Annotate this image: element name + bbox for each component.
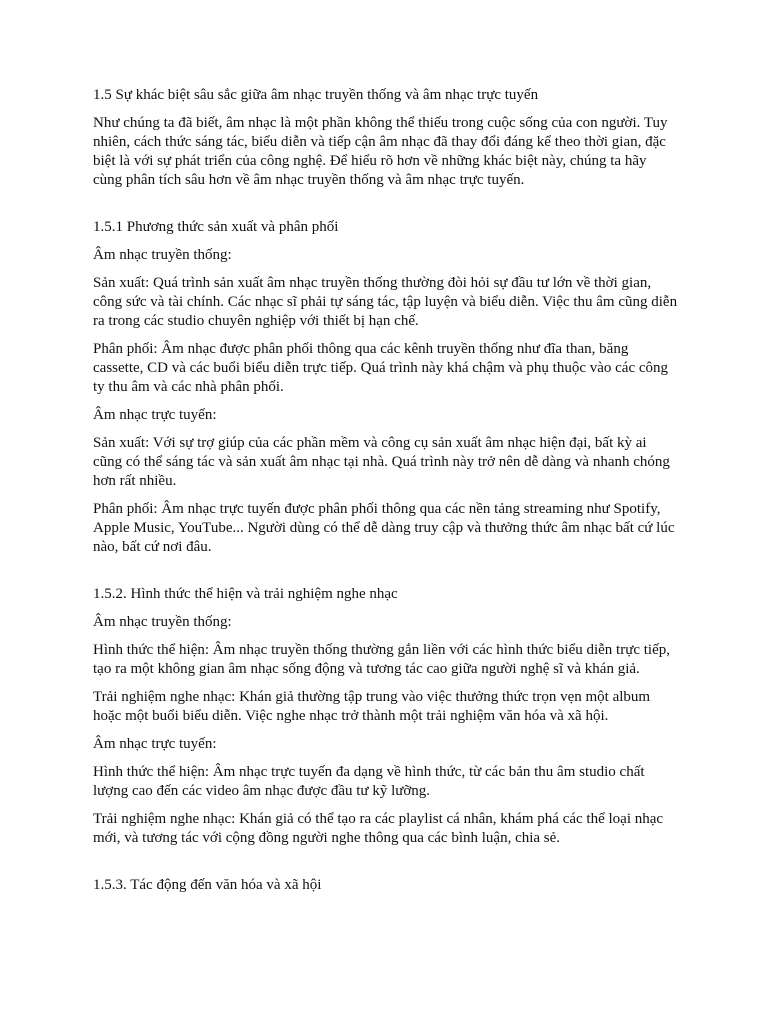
traditional-distribution-paragraph: Phân phối: Âm nhạc được phân phối thông qua các kênh truyền thống như đĩa than, băng cassette, CD và các buổi biểu diễn trực tiếp. Quá trình này khá chậm và phụ thuộc vào các công ty thu âm và các nhà phân phối.	[93, 341, 669, 395]
traditional-form-paragraph: Hình thức thể hiện: Âm nhạc truyền thống thường gắn liền với các hình thức biểu diễn trực tiếp, tạo ra một không gian âm nhạc sống động và tương tác cao giữa người nghệ sĩ và khán giả.	[93, 642, 670, 677]
section-title: 1.5 Sự khác biệt sâu sắc giữa âm nhạc truyền thống và âm nhạc trực tuyến	[93, 87, 539, 103]
online-form-paragraph: Hình thức thể hiện: Âm nhạc trực tuyến đa dạng về hình thức, từ các bản thu âm studio chất lượng cao đến các video âm nhạc được đầu tư kỹ lưỡng.	[93, 764, 645, 799]
traditional-music-label: Âm nhạc truyền thống:	[93, 614, 232, 630]
traditional-music-label: Âm nhạc truyền thống:	[93, 247, 232, 263]
intro-paragraph: Như chúng ta đã biết, âm nhạc là một phần không thể thiếu trong cuộc sống của con người. Tuy nhiên, cách thức sáng tác, biểu diễn và tiếp cận âm nhạc đã thay đổi đáng kể theo thời gian, đặc biệt là với sự phát triển của công nghệ. Để hiểu rõ hơn về những khác biệt này, chúng ta hãy cùng phân tích sâu hơn về âm nhạc truyền thống và âm nhạc trực tuyến.	[93, 115, 668, 188]
online-music-label: Âm nhạc trực tuyến:	[93, 407, 217, 423]
online-music-label: Âm nhạc trực tuyến:	[93, 736, 217, 752]
subsection-heading-1-5-2: 1.5.2. Hình thức thể hiện và trải nghiệm nghe nhạc	[93, 586, 398, 602]
subsection-heading-1-5-1: 1.5.1 Phương thức sản xuất và phân phối	[93, 219, 339, 235]
document-page	[93, 86, 678, 904]
spacer	[93, 566, 678, 585]
online-distribution-paragraph: Phân phối: Âm nhạc trực tuyến được phân phối thông qua các nền tảng streaming như Spotify, Apple Music, YouTube... Người dùng có thể dễ dàng truy cập và thưởng thức âm nhạc bất cứ lúc nào, bất cứ nơi đâu.	[93, 501, 675, 555]
traditional-production-paragraph: Sản xuất: Quá trình sản xuất âm nhạc truyền thống thường đòi hỏi sự đầu tư lớn về thời gian, công sức và tài chính. Các nhạc sĩ phải tự sáng tác, tập luyện và biểu diễn. Việc thu âm cũng diễn ra trong các studio chuyên nghiệp với thiết bị hạn chế.	[93, 275, 678, 329]
traditional-experience-paragraph: Trải nghiệm nghe nhạc: Khán giả thường tập trung vào việc thưởng thức trọn vẹn một album hoặc một buổi biểu diễn. Việc nghe nhạc trở thành một trải nghiệm văn hóa và xã hội.	[93, 689, 651, 724]
spacer	[93, 199, 678, 218]
online-production-paragraph: Sản xuất: Với sự trợ giúp của các phần mềm và công cụ sản xuất âm nhạc hiện đại, bất kỳ ai cũng có thể sáng tác và sản xuất âm nhạc tại nhà. Quá trình này trở nên dễ dàng và nhanh chóng hơn rất nhiều.	[93, 435, 670, 489]
online-experience-paragraph: Trải nghiệm nghe nhạc: Khán giả có thể tạo ra các playlist cá nhân, khám phá các thể loại nhạc mới, và tương tác với cộng đồng người nghe thông qua các bình luận, chia sẻ.	[93, 811, 664, 846]
subsection-heading-1-5-3: 1.5.3. Tác động đến văn hóa và xã hội	[93, 877, 322, 893]
spacer	[93, 857, 678, 876]
